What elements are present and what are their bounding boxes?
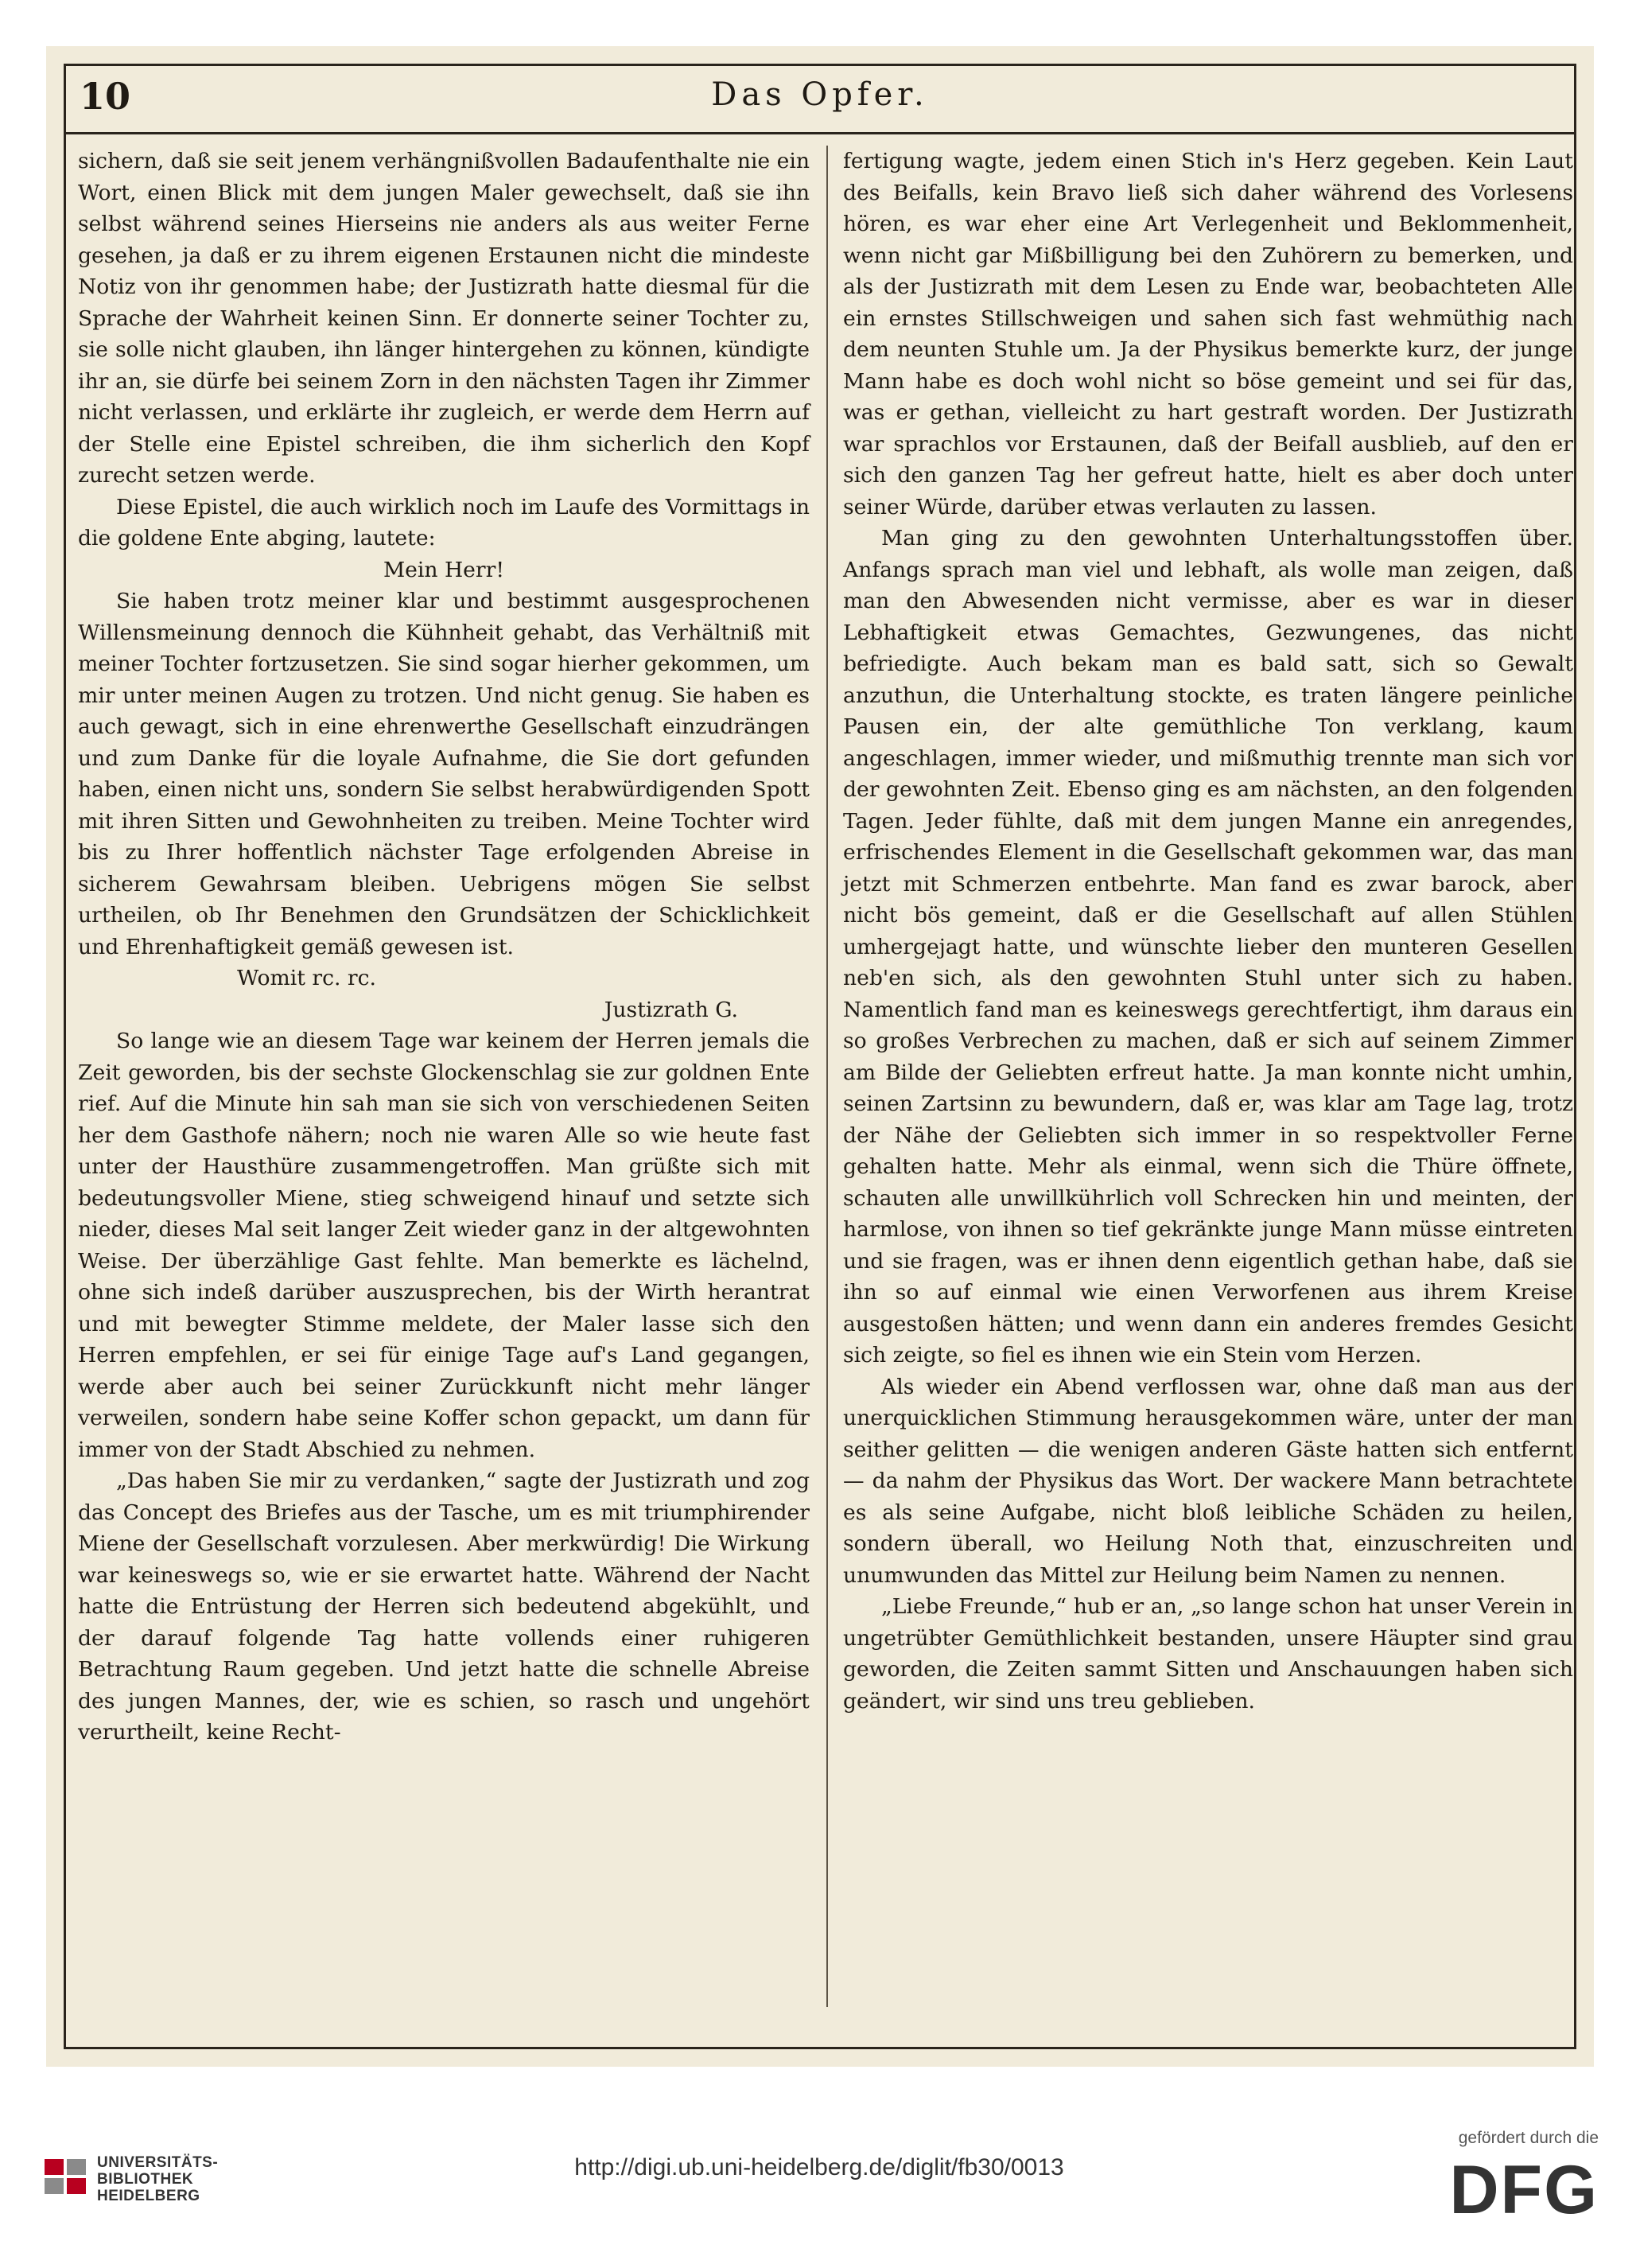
paragraph: „Liebe Freunde,“ hub er an, „so lange schon hat unser Verein in ungetrübter Gemüthlichkeit bestanden, unsere Häupter sind grau geworden, die Zeiten sammt Sitten und Anschauungen haben sich geändert, wir sind uns treu geblieben. [843, 1594, 1573, 1714]
letter-line: Justizrath G. [604, 997, 738, 1022]
library-name-line: UNIVERSITÄTS- [97, 2154, 219, 2171]
running-title: Das Opfer. [711, 76, 929, 113]
permalink-url[interactable]: http://digi.ub.uni-heidelberg.de/diglit/fb30/0013 [574, 2154, 1064, 2180]
sponsor-text: gefördert durch die [1458, 2129, 1599, 2147]
paragraph: Sie haben trotz meiner klar und bestimmt ausgesprochenen Willensmeinung dennoch die Kühnheit gehabt, das Verhältniß mit meiner Tochter fortzusetzen. Sie sind sogar hierher gekommen, um mir unter meinen Augen zu trotzen. Und nicht genug. Sie haben es auch gewagt, sich in eine ehrenwerthe Gesellschaft einzudrängen und zum Danke für die loyale Aufnahme, die Sie dort gefunden haben, einen nicht uns, sondern Sie selbst herabwürdigenden Spott mit ihren Sitten und Gewohnheiten zu treiben. Meine Tochter wird bis zu Ihrer hoffentlich nächster Tage erfolgenden Abreise in sicherem Gewahrsam bleiben. Uebrigens mögen Sie selbst urtheilen, ob Ihr Benehmen den Grundsätzen der Schicklichkeit und Ehrenhaftigkeit gemäß gewesen ist. [78, 589, 810, 959]
paragraph: fertigung wagte, jedem einen Stich in's Herz gegeben. Kein Laut des Beifalls, kein Bravo ließ sich daher während des Vorlesens hören, es war eher eine Art Verlegenheit und Beklommenheit, wenn nicht gar Mißbilligung bei den Zuhörern zu bemerken, und als der Justizrath mit dem Lesen zu Ende war, beobachteten Alle ein ernstes Stillschweigen und sahen sich fast wehmüthig nach dem neunten Stuhle um. Ja der Physikus bemerkte kurz, der junge Mann habe es doch wohl nicht so böse gemeint und sei für das, was er gethan, vielleicht zu hart gestraft worden. Der Justizrath war sprachlos vor Erstaunen, daß der Beifall ausblieb, auf den er sich den ganzen Tag her gefreut hatte, hielt es aber doch unter seiner Würde, darüber etwas verlauten zu lassen. [843, 149, 1573, 519]
letter-line: Mein Herr! [383, 557, 505, 582]
paragraph: „Das haben Sie mir zu verdanken,“ sagte der Justizrath und zog das Concept des Briefes aus der Tasche, um es mit triumphirender Miene der Gesellschaft vorzulesen. Aber merkwürdig! Die Wirkung war keineswegs so, wie er sie erwartet hatte. Während der Nacht hatte die Entrüstung der Herren sich bedeutend abgekühlt, und der darauf folgende Tag hatte vollends einer ruhigeren Betrachtung Raum gegeben. Und jetzt hatte die schnelle Abreise des jungen Mannes, der, wie es schien, so rasch und ungehört verurtheilt, keine Recht- [78, 1469, 810, 1745]
dfg-logo: DFG [1449, 2152, 1599, 2228]
paragraph: Als wieder ein Abend verflossen war, ohne daß man aus der unerquicklichen Stimmung herausgekommen wäre, unter der man seither gelitten — die wenigen anderen Gäste hatten sich entfernt — da nahm der Physikus das Wort. Der wackere Mann betrachtete es als seine Aufgabe, nicht bloß leibliche Schäden zu heilen, sondern überall, wo Heilung Noth that, einzuschreiten und unumwunden das Mittel zur Heilung beim Namen zu nennen. [843, 1374, 1573, 1588]
paragraph: Diese Epistel, die auch wirklich noch im Laufe des Vormittags in die goldene Ente abging, lautete: [78, 494, 810, 550]
paragraph: So lange wie an diesem Tage war keinem der Herren jemals die Zeit geworden, bis der sechste Glockenschlag sie zur goldnen Ente rief. Auf die Minute hin sah man sie sich von verschiedenen Seiten her dem Gasthofe nähern; noch nie waren Alle so wie heute fast unter der Hausthüre zusammengetroffen. Man grüßte sich mit bedeutungsvoller Miene, stieg schweigend hinauf und setzte sich nieder, dieses Mal seit langer Zeit wieder ganz in der altgewohnten Weise. Der überzählige Gast fehlte. Man bemerkte es lächelnd, ohne sich indeß darüber auszusprechen, bis der Wirth herantrat und mit bewegter Stimme meldete, der Maler lasse sich den Herren empfehlen, er sei für einige Tage auf's Land gegangen, werde aber auch bei seiner Zurückkunft nicht mehr länger verweilen, sondern habe seine Koffer schon gepackt, um dann für immer von der Stadt Abschied zu nehmen. [78, 1029, 810, 1462]
library-name-line: BIBLIOTHEK [97, 2171, 194, 2188]
paragraph: sichern, daß sie seit jenem verhängnißvollen Badaufenthalte nie ein Wort, einen Blick mit dem jungen Maler gewechselt, daß sie ihn selbst während seines Hierseins nie anders als aus weiter Ferne gesehen, ja daß er zu ihrem eigenen Erstaunen nicht die mindeste Notiz von ihr genommen habe; der Justizrath hatte diesmal für die Sprache der Wahrheit keinen Sinn. Er donnerte seiner Tochter zu, sie solle nicht glauben, ihn länger hintergehen zu können, kündigte ihr an, sie dürfe bei seinem Zorn in den nächsten Tagen ihr Zimmer nicht verlassen, und erklärte ihr zugleich, er werde dem Herrn auf der Stelle eine Epistel schreiben, die ihm sicherlich den Kopf zurecht setzen werde. [78, 149, 810, 488]
column-divider [826, 146, 828, 2007]
viewer-footer [0, 2067, 1640, 2268]
left-column [78, 146, 810, 1749]
page-header [64, 64, 1576, 134]
paragraph: Man ging zu den gewohnten Unterhaltungsstoffen über. Anfangs sprach man viel und lebhaft, als wolle man zeigen, daß man den Abwesenden nicht vermisse, aber es war in dieser Lebhaftigkeit etwas Gemachtes, Gezwungenes, das nicht befriedigte. Auch bekam man es bald satt, sich so Gewalt anzuthun, die Unterhaltung stockte, es traten längere peinliche Pausen ein, der alte gemüthliche Ton verklang, kaum angeschlagen, immer wieder, und mißmuthig trennte man sich vor der gewohnten Zeit. Ebenso ging es am nächsten, an den folgenden Tagen. Jeder fühlte, daß mit dem jungen Manne ein anregendes, erfrischendes Element in die Gesellschaft gekommen war, das man jetzt mit Schmerzen entbehrte. Man fand es zwar barock, aber nicht bös gemeint, daß er die Gesellschaft auf allen Stühlen umhergejagt hatte, und wünschte lieber den munteren Gesellen neb'en sich, als den gewohnten Stuhl unter sich zu haben. Namentlich fand man es keineswegs gerechtfertigt, ihm daraus ein so großes Verbrechen zu machen, daß er sich auf seinem Zimmer am Bilde der Geliebten erfreut hatte. Ja man konnte nicht umhin, seinen Zartsinn zu bewundern, daß er, was klar am Tage lag, trotz der Nähe der Geliebten sich immer in so respektvoller Ferne gehalten hatte. Mehr als einmal, wenn sich die Thüre öffnete, schauten alle unwillkührlich voll Schrecken hin und meinten, der harmlose, von ihnen so tief gekränkte junge Mann müsse eintreten und sie fragen, was er ihnen denn eigentlich gethan habe, daß sie ihn so auf einmal wie einen Verworfenen aus ihrem Kreise ausgestoßen hätten; und wenn dann ein anderes fremdes Gesicht sich zeigte, so fiel es ihnen wie ein Stein vom Herzen. [843, 526, 1573, 1367]
page-number: 10 [80, 75, 131, 118]
library-logo-icon [43, 2156, 87, 2197]
letter-line: Womit rc. rc. [237, 966, 376, 990]
library-name-line: HEIDELBERG [97, 2188, 200, 2204]
right-column [843, 146, 1573, 1717]
scanned-page [46, 46, 1594, 2067]
library-name [97, 2154, 218, 2204]
